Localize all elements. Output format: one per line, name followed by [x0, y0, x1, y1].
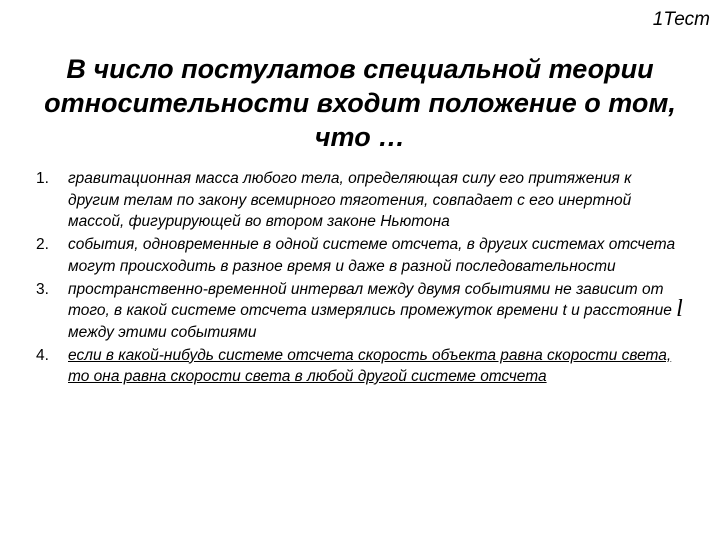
option-number: 2. — [36, 236, 49, 253]
option-text-part: между этими событиями — [68, 323, 257, 341]
answer-option-4 — [36, 345, 686, 388]
option-number: 1. — [36, 170, 49, 187]
option-text-part: пространственно-временной интервал между двумя событиями не зависит от того, в какой системе отсчета измерялись промежуток времени t и расстояние — [68, 280, 677, 319]
question-title: В число постулатов специальной теории относительности входит положение о том, что … — [44, 54, 676, 152]
option-number: 3. — [36, 280, 49, 298]
option-text — [68, 281, 683, 341]
option-text: события, одновременные в одной системе отсчета, в других системах отсчета могут происходить в разное время и даже в разной последовательности — [68, 236, 676, 275]
answer-option-1 — [36, 168, 686, 233]
option-number: 4. — [36, 346, 49, 364]
option-text: гравитационная масса любого тела, определяющая силу его притяжения к другим телам по закону всемирного тяготения, совпадает с его инертной массой, фигурирующей во втором законе Ньютона — [68, 170, 632, 230]
distance-symbol: l — [676, 296, 683, 322]
answer-option-2 — [36, 234, 686, 277]
answer-option-3 — [36, 279, 686, 344]
answer-options-list — [36, 168, 686, 389]
test-number-label: 1Тест — [652, 9, 710, 30]
option-text-correct: если в какой-нибудь системе отсчета скорость объекта равна скорости света, то она равна скорости света в любой другой системе отсчета — [68, 346, 672, 385]
